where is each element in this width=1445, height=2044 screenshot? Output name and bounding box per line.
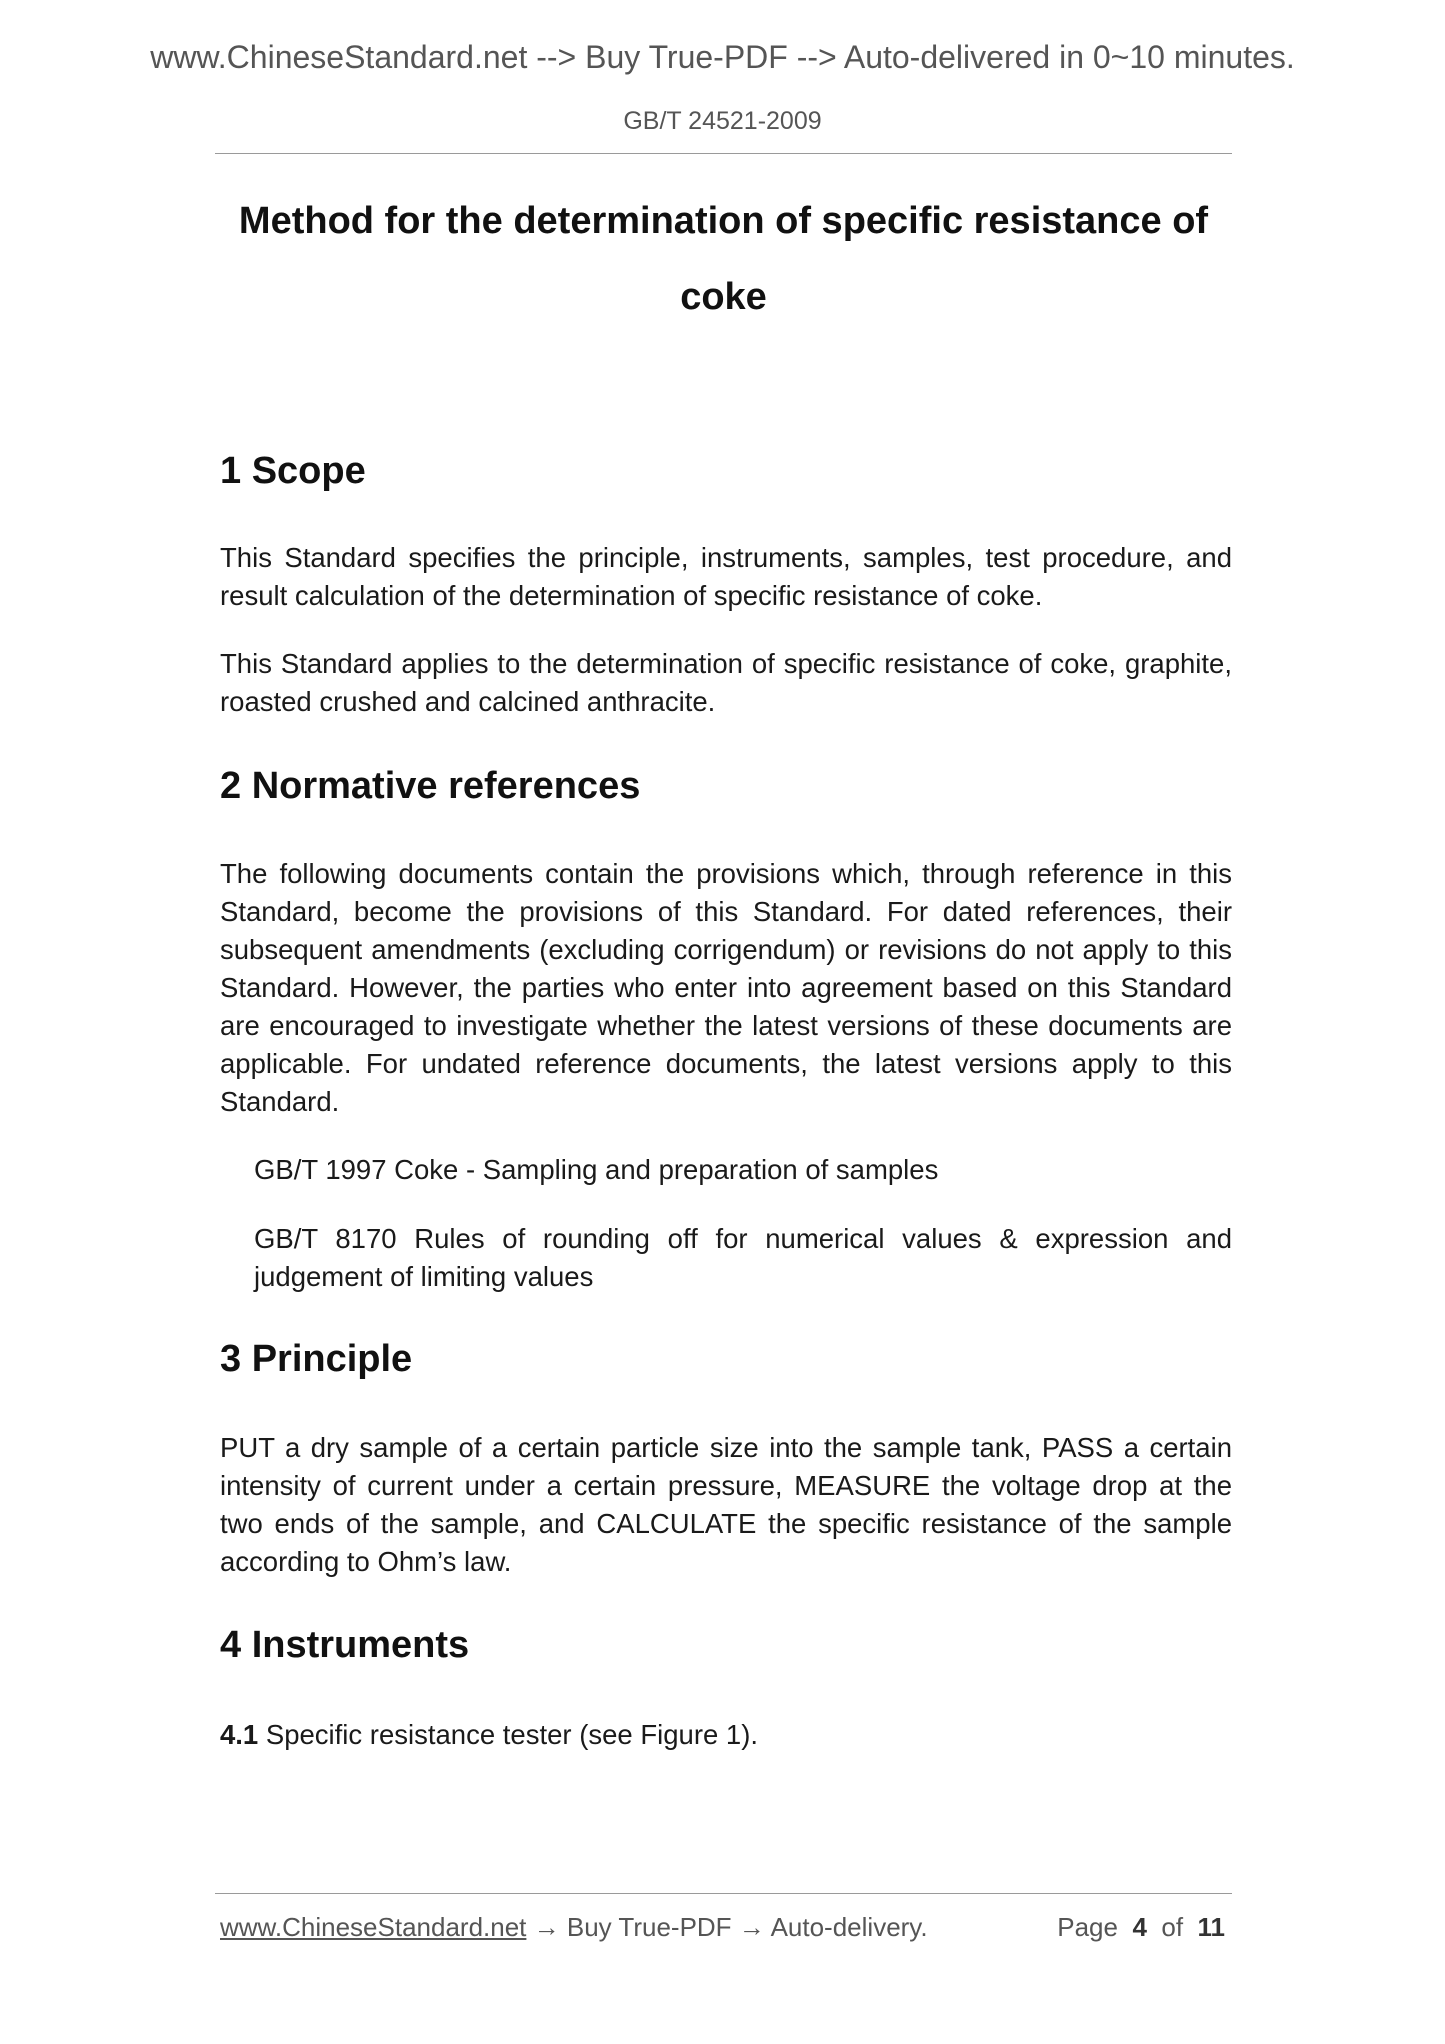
footer-divider [215, 1893, 1232, 1894]
top-banner: www.ChineseStandard.net --> Buy True-PDF --> Auto-delivered in 0~10 minutes. [150, 39, 1295, 75]
header-divider [215, 153, 1232, 154]
item-number: 4.1 [220, 1719, 259, 1750]
page-indicator [1057, 1912, 1225, 1943]
footer-tagline: → Buy True-PDF → Auto-delivery. [526, 1912, 928, 1942]
section-heading-instruments: 4 Instruments [220, 1624, 470, 1666]
section-heading-references: 2 Normative references [220, 765, 641, 807]
document-title-line-1: Method for the determination of specific resistance of [238, 200, 1209, 242]
site-link[interactable]: www.ChineseStandard.net [220, 1912, 527, 1942]
scope-paragraph-1: This Standard specifies the principle, instruments, samples, test procedure, and result calculation of the determination of specific resistance of coke. [220, 542, 1232, 611]
reference-item-gbt1997: GB/T 1997 Coke - Sampling and preparation of samples [254, 1154, 939, 1185]
of-label: of [1161, 1912, 1184, 1942]
page-label: Page [1057, 1912, 1118, 1942]
scope-paragraph-2: This Standard applies to the determination of specific resistance of coke, graphite, roasted crushed and calcined anthracite. [220, 648, 1232, 717]
total-pages: 11 [1197, 1912, 1225, 1942]
page-footer [220, 1912, 1225, 1943]
document-code: GB/T 24521-2009 [623, 107, 822, 135]
references-paragraph: The following documents contain the provisions which, through reference in this Standard, become the provisions of this Standard. For dated references, their subsequent amendments (excluding corrigendum) or revisions do not apply to this Standard. However, the parties who enter into agreement based on this Standard are encouraged to investigate whether the latest versions of these documents are applicable. For undated reference documents, the latest versions apply to this Standard. [220, 858, 1232, 1117]
document-title-line-2: coke [680, 276, 767, 318]
current-page: 4 [1132, 1912, 1147, 1942]
footer-left [220, 1912, 928, 1943]
section-heading-scope: 1 Scope [220, 450, 366, 492]
reference-item-gbt8170: GB/T 8170 Rules of rounding off for numerical values & expression and judgement of limiting values [254, 1223, 1232, 1292]
item-text: Specific resistance tester (see Figure 1). [258, 1719, 759, 1750]
section-heading-principle: 3 Principle [220, 1338, 413, 1380]
instrument-item-4-1 [220, 1716, 1232, 1754]
principle-paragraph: PUT a dry sample of a certain particle size into the sample tank, PASS a certain intensity of current under a certain pressure, MEASURE the voltage drop at the two ends of the sample, and CALCULATE the specific resistance of the sample according to Ohm’s law. [220, 1432, 1232, 1577]
